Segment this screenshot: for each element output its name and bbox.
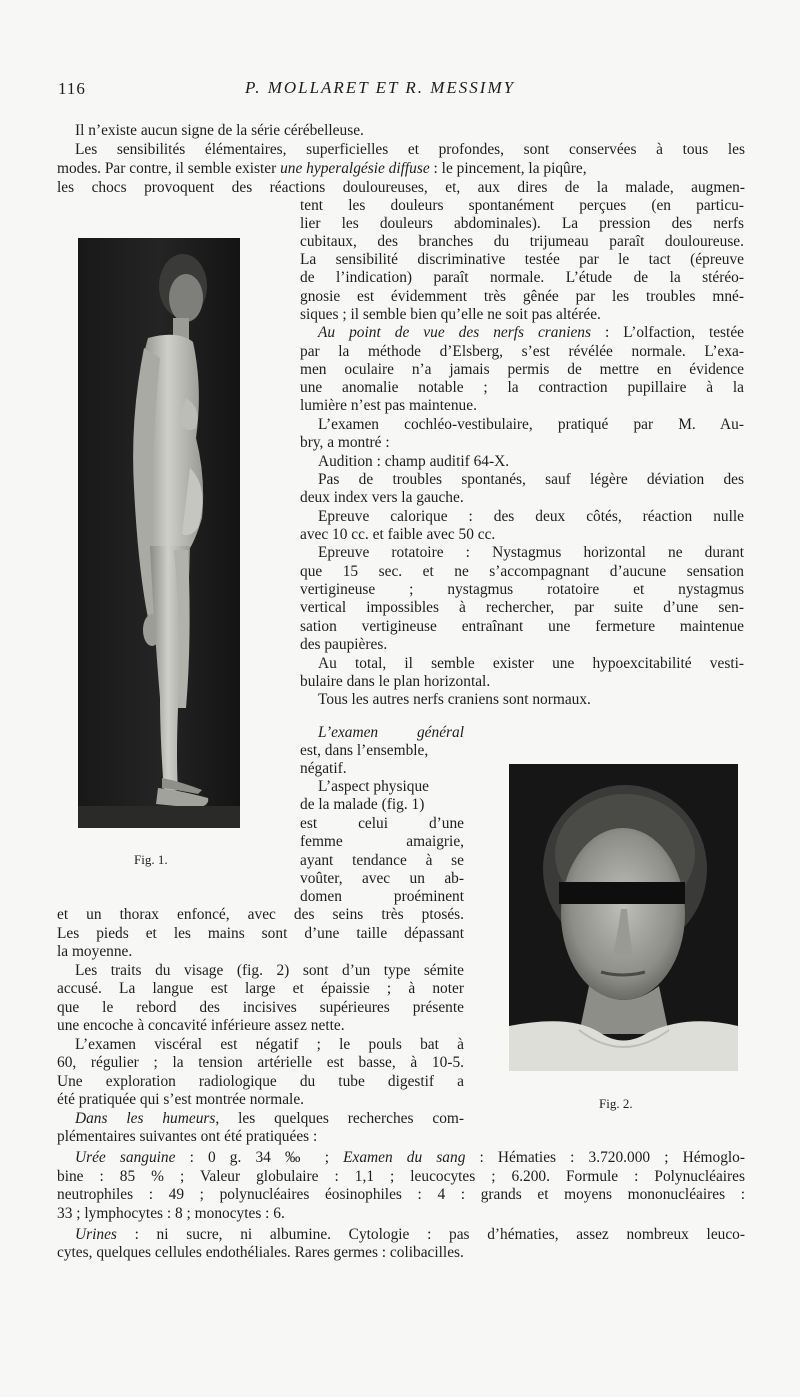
text-line: sation vertigineuse entraînant une fermeture maintenue (300, 618, 744, 635)
figure-2-photo (509, 764, 738, 1071)
text-line: Audition : champ auditif 64-X. (318, 453, 510, 470)
text-line: Les traits du visage (fig. 2) sont d’un type sémite (75, 962, 464, 979)
emphasis-examen-sang: Examen du sang (343, 1149, 466, 1166)
emphasis-hyperalgesie: une hyperalgésie diffuse (280, 160, 430, 177)
text-line: par la méthode d’Elsberg, s’est révélée normale. L’exa- (300, 343, 744, 360)
text-line: tent les douleurs spontanément perçues (en particu- (300, 197, 744, 214)
text-line: Au point de vue des nerfs craniens : L’olfaction, testée (318, 324, 744, 341)
text-line: domen proéminent (300, 888, 464, 905)
text-line: 33 ; lymphocytes : 8 ; monocytes : 6. (57, 1205, 285, 1222)
text-line: femme amaigrie, (300, 833, 464, 850)
figure-1-caption: Fig. 1. (134, 852, 168, 867)
text-line: modes. Par contre, il semble exister une hyperalgésie diffuse : le pincement, la piqûre, (57, 160, 587, 177)
emphasis-uree: Urée sanguine (75, 1149, 176, 1166)
text-line: deux index vers la gauche. (300, 489, 464, 506)
text-line-italic: L’examen général (318, 724, 464, 741)
text-line: Epreuve rotatoire : Nystagmus horizontal ne durant (318, 544, 744, 561)
emphasis-nerfs-craniens: Au point de vue des nerfs craniens (318, 324, 591, 341)
text-line: ayant tendance à se (300, 852, 464, 869)
text-line: Il n’existe aucun signe de la série cérébelleuse. (75, 122, 364, 139)
text-line: une encoche à concavité inférieure assez nette. (57, 1017, 345, 1034)
text-line: de la malade (fig. 1) (300, 796, 425, 813)
figure-2-image (509, 764, 738, 1071)
text-line: Tous les autres nerfs craniens sont normaux. (318, 691, 591, 708)
text-line: voûter, avec un ab- (300, 870, 464, 887)
text-line: vertigineuse ; nystagmus rotatoire et nystagmus (300, 581, 744, 598)
text-line: que 15 sec. et ne s’accompagnant d’aucune sensation (300, 563, 744, 580)
emphasis-urines: Urines (75, 1226, 117, 1243)
text-line: bulaire dans le plan horizontal. (300, 673, 491, 690)
text-line: Urines : ni sucre, ni albumine. Cytologie : pas d’hématies, assez nombreux leuco- (75, 1226, 745, 1243)
text-line: L’aspect physique (318, 778, 429, 795)
text-line: L’examen viscéral est négatif ; le pouls bat à (75, 1036, 464, 1053)
text-line: L’examen cochléo-vestibulaire, pratiqué par M. Au- (318, 416, 744, 433)
text-line: des paupières. (300, 636, 388, 653)
text-line: gnosie est évidemment très gênée par les troubles mné- (300, 288, 744, 305)
text-line: lumière n’est pas maintenue. (300, 397, 477, 414)
text-line: 60, régulier ; la tension artérielle est basse, à 10-5. (57, 1054, 464, 1071)
page-number: 116 (58, 79, 86, 98)
text-line: La sensibilité discriminative testée par le tact (épreuve (300, 251, 744, 268)
text-line: men oculaire n’a jamais permis de mettre en évidence (300, 361, 744, 378)
text-line: bine : 85 % ; Valeur globulaire : 1,1 ; leucocytes ; 6.200. Formule : Polynucléaires (57, 1168, 745, 1185)
text-line: Une exploration radiologique du tube digestif a (57, 1073, 464, 1090)
text-line: Urée sanguine : 0 g. 34 ‰ ; Examen du sang : Hématies : 3.720.000 ; Hémoglo- (75, 1149, 745, 1166)
text-line: cubitaux, des branches du trijumeau paraît douloureuse. (300, 233, 744, 250)
figure-1-image (78, 238, 240, 828)
text-line: été pratiquée qui s’est montrée normale. (57, 1091, 305, 1108)
text-line: neutrophiles : 49 ; polynucléaires éosinophiles : 4 : grands et moyens mononucléaires : (57, 1186, 745, 1203)
text-line: de l’indication) paraît normale. L’étude de la stéréo- (300, 269, 744, 286)
emphasis-humeurs: Dans les humeurs (75, 1110, 216, 1127)
text-line: est, dans l’ensemble, (300, 742, 429, 759)
text-line: et un thorax enfoncé, avec des seins très ptosés. (57, 906, 464, 923)
text-line: Epreuve calorique : des deux côtés, réaction nulle (318, 508, 744, 525)
text-line: Les sensibilités élémentaires, superficielles et profondes, sont conservées à tous les (75, 141, 745, 158)
text-line: vertical impossibles à rechercher, par suite d’une sen- (300, 599, 744, 616)
text-line: Les pieds et les mains sont d’une taille dépassant (57, 925, 464, 942)
text-line: siques ; il semble bien qu’elle ne soit pas altérée. (300, 306, 601, 323)
text-line: avec 10 cc. et faible avec 50 cc. (300, 526, 496, 543)
figure-2-caption: Fig. 2. (599, 1096, 633, 1111)
text-line: la moyenne. (57, 943, 133, 960)
text-line: que le rebord des incisives supérieures présente (57, 999, 464, 1016)
text-line: une anomalie notable ; la contraction pupillaire à la (300, 379, 744, 396)
text-line: bry, a montré : (300, 434, 390, 451)
text-line: plémentaires suivantes ont été pratiquées : (57, 1128, 318, 1145)
text-line: Au total, il semble exister une hypoexcitabilité vesti- (318, 655, 744, 672)
running-title: P. MOLLARET ET R. MESSIMY (245, 78, 516, 97)
text-line: les chocs provoquent des réactions douloureuses, et, aux dires de la malade, augmen- (57, 179, 745, 196)
text-line: accusé. La langue est large et épaissie ; à noter (57, 980, 464, 997)
text-line: lier les douleurs abdominales). La pression des nerfs (300, 215, 744, 232)
text-line: est celui d’une (300, 815, 464, 832)
text-line: Dans les humeurs, les quelques recherches com- (75, 1110, 464, 1127)
text-line: négatif. (300, 760, 347, 777)
text-line: cytes, quelques cellules endothéliales. Rares germes : colibacilles. (57, 1244, 464, 1261)
text-line: Pas de troubles spontanés, sauf légère déviation des (318, 471, 744, 488)
figure-1-photo (78, 238, 240, 828)
